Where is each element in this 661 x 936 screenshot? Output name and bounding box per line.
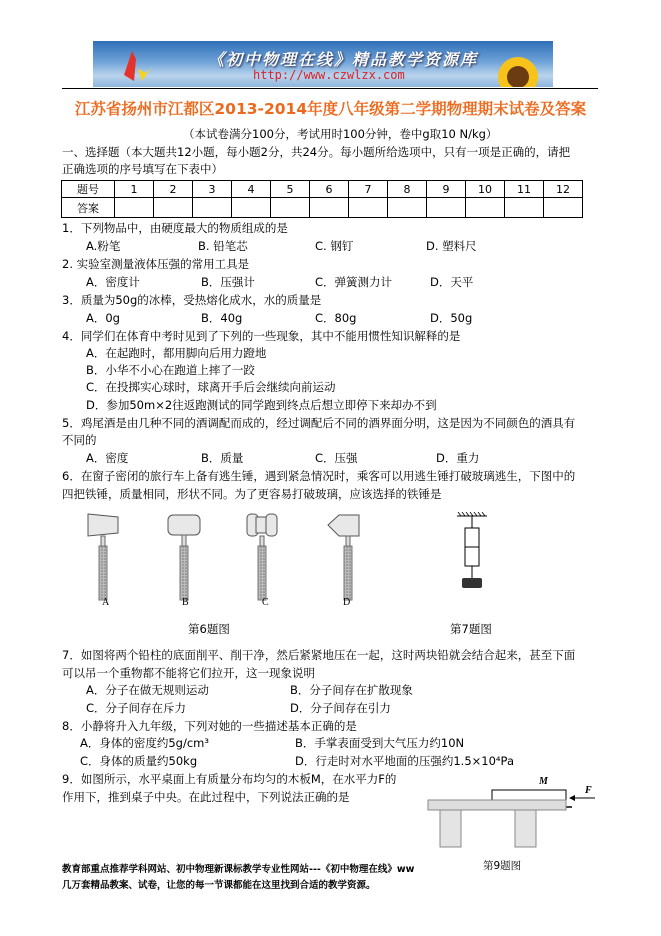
option: A．分子在做无规则运动 [86, 683, 209, 697]
option: A．密度计 [86, 275, 140, 289]
figure-6-caption: 第6题图 [188, 622, 230, 636]
option: D．50g [430, 311, 473, 325]
option: A．密度 [86, 451, 129, 465]
number-cell: 2 [154, 181, 193, 198]
number-cell: 10 [466, 181, 505, 198]
answer-cell[interactable] [505, 198, 544, 218]
table-row [62, 198, 583, 218]
option: B. 铅笔芯 [198, 239, 248, 253]
number-cell: 5 [271, 181, 310, 198]
figure-7-caption: 第7题图 [450, 622, 492, 636]
logo-icon [118, 49, 154, 83]
number-cell: 4 [232, 181, 271, 198]
hammer-d [325, 510, 365, 610]
subtitle: （本试卷满分100分，考试用时100分钟，卷中g取10 N/kg） [183, 127, 498, 141]
answer-table [61, 180, 583, 218]
option: C．弹簧测力计 [315, 275, 393, 289]
option: B．质量 [201, 451, 244, 465]
option: D．分子间存在引力 [290, 701, 391, 715]
number-cell: 9 [427, 181, 466, 198]
option: B．压强计 [201, 275, 255, 289]
header-divider [62, 88, 598, 89]
option: A.粉笔 [86, 239, 121, 253]
question-8: 8．小静将升入九年级，下列对她的一些描述基本正确的是 [62, 719, 357, 733]
label-m: M [539, 776, 548, 787]
answer-cell[interactable] [427, 198, 466, 218]
option: A．0g [86, 311, 120, 325]
option: B．40g [201, 311, 243, 325]
question-6-cont: 四把铁锤，质量相同，形状不同。为了更容易打破玻璃，应该选择的铁锤是 [62, 487, 442, 501]
answer-cell[interactable] [388, 198, 427, 218]
number-cell: 12 [544, 181, 583, 198]
option: B．手掌表面受到大气压力约10N [295, 736, 465, 750]
page-title: 江苏省扬州市江都区2013-2014年度八年级第二学期物理期末试卷及答案 [74, 100, 587, 118]
hammer-figure [80, 510, 330, 610]
number-cell: 8 [388, 181, 427, 198]
option: A．身体的密度约5g/cm³ [80, 736, 209, 750]
answer-cell[interactable] [544, 198, 583, 218]
banner-url: http://www.czwlzx.com [253, 68, 405, 82]
option: C．分子间存在斥力 [86, 701, 187, 715]
answer-cell[interactable] [115, 198, 154, 218]
option: B．小华不小心在跑道上摔了一跤 [86, 363, 255, 377]
answer-cell[interactable] [310, 198, 349, 218]
footer-line-1: 教育部重点推荐学科网站、初中物理新课标教学专业性网站---《初中物理在线》ww [62, 864, 415, 875]
number-cell: 1 [115, 181, 154, 198]
question-5-cont: 不同的 [62, 433, 97, 447]
question-1: 1．下列物品中，由硬度最大的物质组成的是 [62, 221, 288, 235]
number-cell: 3 [193, 181, 232, 198]
hammer-a [88, 514, 118, 600]
option: D．参加50m×2往返跑测试的同学跑到终点后想立即停下来却办不到 [86, 398, 437, 412]
option: C．80g [315, 311, 357, 325]
hammer-c [247, 514, 277, 600]
answer-cell[interactable] [232, 198, 271, 218]
option: D．行走时对水平地面的压强约1.5×10⁴Pa [295, 754, 514, 768]
option: C．压强 [315, 451, 358, 465]
answer-cell[interactable] [154, 198, 193, 218]
number-cell: 11 [505, 181, 544, 198]
table-row [62, 181, 583, 198]
footer-line-2: 几万套精品教案、试卷，让您的每一节课都能在这里找到合适的教学资源。 [62, 880, 376, 891]
hammer-label-c: C [262, 597, 269, 608]
hammer-b [168, 515, 200, 600]
option: C. 钢钉 [315, 239, 354, 253]
number-cell: 7 [349, 181, 388, 198]
lead-cylinder-figure [445, 512, 495, 602]
answer-cell[interactable] [271, 198, 310, 218]
question-2: 2. 实验室测量液体压强的常用工具是 [62, 257, 250, 271]
question-9-cont: 作用下，推到桌子中央。在此过程中，下列说法正确的是 [62, 790, 350, 804]
question-7: 7．如图将两个铅柱的底面削平、削干净，然后紧紧地压在一起，这时两块铅就会结合起来，甚至下面 [62, 648, 576, 662]
board-on-table-figure [420, 780, 600, 855]
option: D．天平 [430, 275, 474, 289]
option: D. 塑料尺 [426, 239, 477, 253]
header-cell: 题号 [62, 181, 115, 198]
header-banner [93, 41, 553, 87]
question-7-cont: 可以吊一个重物都不能将它们拉开，这一现象说明 [62, 666, 315, 680]
hammer-label-b: B [182, 597, 189, 608]
label-f: F [585, 785, 592, 796]
question-6: 6．在窗子密闭的旅行车上备有逃生锤，遇到紧急情况时，乘客可以用逃生锤打破玻璃逃生，下图中的 [62, 469, 576, 483]
question-9: 9．如图所示，水平桌面上有质量分布均匀的木板M，在水平力F的 [62, 772, 397, 786]
number-cell: 6 [310, 181, 349, 198]
option: A．在起跑时，都用脚向后用力蹬地 [86, 346, 267, 360]
answer-cell[interactable] [193, 198, 232, 218]
figure-9-caption: 第9题图 [483, 860, 522, 872]
banner-title: 《初中物理在线》精品教学资源库 [208, 50, 479, 69]
section-heading-cont: 正确选项的序号填写在下表中） [62, 162, 223, 176]
hammer-label-d: D [343, 597, 351, 608]
question-5: 5．鸡尾酒是由几种不同的酒调配而成的，经过调配后不同的酒界面分明，这是因为不同颜色的酒具有 [62, 416, 576, 430]
question-4: 4．同学们在体育中考时见到了下列的一些现象，其中不能用惯性知识解释的是 [62, 329, 461, 343]
option: B．分子间存在扩散现象 [290, 683, 413, 697]
section-heading: 一、选择题（本大题共12小题，每小题2分，共24分。每小题所给选项中，只有一项是正确的，请把 [62, 145, 571, 159]
option: D．重力 [436, 451, 480, 465]
header-cell: 答案 [62, 198, 115, 218]
option: C．身体的质量约50kg [80, 754, 198, 768]
option: C．在投掷实心球时，球离开手后会继续向前运动 [86, 380, 336, 394]
answer-cell[interactable] [349, 198, 388, 218]
answer-cell[interactable] [466, 198, 505, 218]
sunflower-icon [473, 51, 553, 87]
hammer-label-a: A [102, 597, 110, 608]
question-3: 3．质量为50g的冰棒，受热熔化成水，水的质量是 [62, 293, 322, 307]
